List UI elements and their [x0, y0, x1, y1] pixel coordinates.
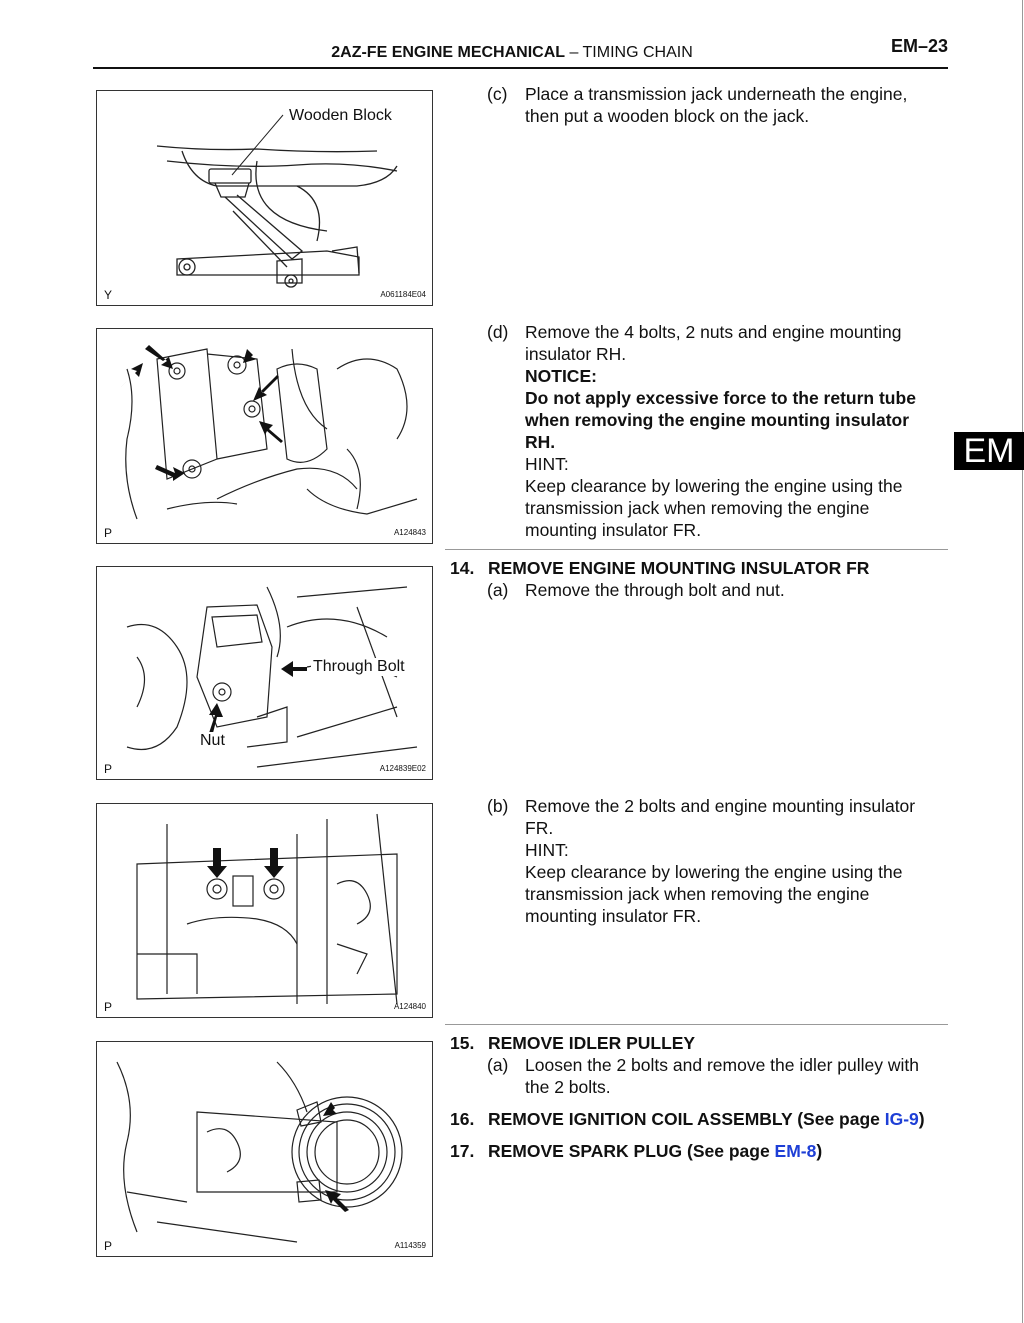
figure-2-id: A124843: [393, 528, 426, 537]
figure-5-corner-letter: P: [104, 1239, 113, 1253]
step-14a-text: Remove the through bolt and nut.: [525, 580, 785, 600]
step-c-line-1: Place a transmission jack underneath the engine,: [525, 84, 908, 104]
figure-5-drawing: [97, 1042, 432, 1256]
step-d-notice-line-2: when removing the engine mounting insulator: [525, 410, 910, 430]
figure-4-drawing: [97, 804, 432, 1017]
figure-2-drawing: [97, 329, 432, 543]
step-15a: [487, 1054, 919, 1098]
header-rule: [93, 67, 948, 69]
step-14b-line-1: Remove the 2 bolts and engine mounting insulator: [525, 796, 916, 816]
callout-through-bolt: Through Bolt: [313, 658, 405, 675]
step-14b-hint-label: HINT:: [525, 840, 569, 860]
figure-wooden-block: [96, 90, 433, 306]
step-d-hint-line-1: Keep clearance by lowering the engine using the: [525, 476, 903, 496]
step-14b-line-2: FR.: [525, 818, 554, 838]
step-d-notice-line-3: RH.: [525, 432, 556, 452]
step-16-number: 16.: [450, 1109, 475, 1129]
figure-1-corner-letter: Y: [104, 288, 113, 302]
figure-3-corner-letter: P: [104, 762, 113, 776]
figure-4-corner-letter: P: [104, 1000, 113, 1014]
step-d-line-2: insulator RH.: [525, 344, 627, 364]
step-15-number: 15.: [450, 1033, 475, 1053]
step-14-number: 14.: [450, 558, 475, 578]
step-17-title: REMOVE SPARK PLUG (See page: [488, 1141, 775, 1161]
step-c-label: (c): [487, 84, 508, 104]
step-16-close: ): [918, 1109, 925, 1129]
figure-3-id: A124839E02: [379, 764, 426, 773]
step-d-hint-line-2: transmission jack when removing the engine: [525, 498, 870, 518]
header-title-rest: TIMING CHAIN: [582, 44, 693, 61]
figure-mount-fr-through-bolt: [96, 566, 433, 780]
page-header-title: [0, 44, 1024, 62]
figure-engine-mount-rh: [96, 328, 433, 544]
callout-wooden-block: Wooden Block: [289, 107, 392, 124]
step-15-heading: [450, 1032, 695, 1054]
step-16-page-link[interactable]: IG-9: [884, 1109, 919, 1129]
page-edge-line: [1022, 0, 1023, 1323]
step-15-title: REMOVE IDLER PULLEY: [488, 1033, 696, 1053]
step-14b-hint-line-2: transmission jack when removing the engine: [525, 884, 870, 904]
step-14b: [487, 795, 915, 927]
step-d: [487, 321, 916, 541]
step-d-notice-line-1: Do not apply excessive force to the return tube: [525, 388, 916, 408]
figure-4-id: A124840: [393, 1002, 426, 1011]
step-16-title: REMOVE IGNITION COIL ASSEMBLY (See page: [488, 1109, 885, 1129]
step-15a-line-2: the 2 bolts.: [525, 1077, 611, 1097]
step-c: [487, 83, 907, 127]
figure-1-id: A061184E04: [380, 290, 426, 299]
step-14b-hint-line-1: Keep clearance by lowering the engine using the: [525, 862, 903, 882]
section-tab: EM: [954, 432, 1024, 470]
step-d-hint-label: HINT:: [525, 454, 569, 474]
header-title-bold: 2AZ-FE ENGINE MECHANICAL: [331, 44, 566, 61]
header-title-separator: –: [565, 44, 583, 61]
step-d-line-1: Remove the 4 bolts, 2 nuts and engine mounting: [525, 322, 902, 342]
section-divider-14: [445, 549, 948, 550]
step-15a-line-1: Loosen the 2 bolts and remove the idler pulley with: [525, 1055, 919, 1075]
step-14b-hint-line-3: mounting insulator FR.: [525, 906, 702, 926]
step-17-page-link[interactable]: EM-8: [774, 1141, 817, 1161]
figure-idler-pulley: [96, 1041, 433, 1257]
step-14b-label: (b): [487, 796, 509, 816]
figure-2-corner-letter: P: [104, 526, 113, 540]
step-d-notice-label: NOTICE:: [525, 366, 597, 386]
section-divider-15: [445, 1024, 948, 1025]
step-17-number: 17.: [450, 1141, 475, 1161]
figure-mount-fr-bolts: [96, 803, 433, 1018]
step-15a-label: (a): [487, 1055, 509, 1075]
step-c-line-2: then put a wooden block on the jack.: [525, 106, 810, 126]
step-14a-label: (a): [487, 580, 509, 600]
step-14-title: REMOVE ENGINE MOUNTING INSULATOR FR: [488, 558, 870, 578]
step-14a: [487, 579, 785, 601]
step-17-close: ): [816, 1141, 823, 1161]
step-d-label: (d): [487, 322, 509, 342]
page-number: EM–23: [890, 36, 948, 56]
step-16-heading: [450, 1108, 925, 1130]
figure-5-id: A114359: [394, 1241, 426, 1250]
step-14-heading: [450, 557, 869, 579]
step-d-hint-line-3: mounting insulator FR.: [525, 520, 702, 540]
step-17-heading: [450, 1140, 822, 1162]
callout-nut: Nut: [200, 732, 225, 749]
